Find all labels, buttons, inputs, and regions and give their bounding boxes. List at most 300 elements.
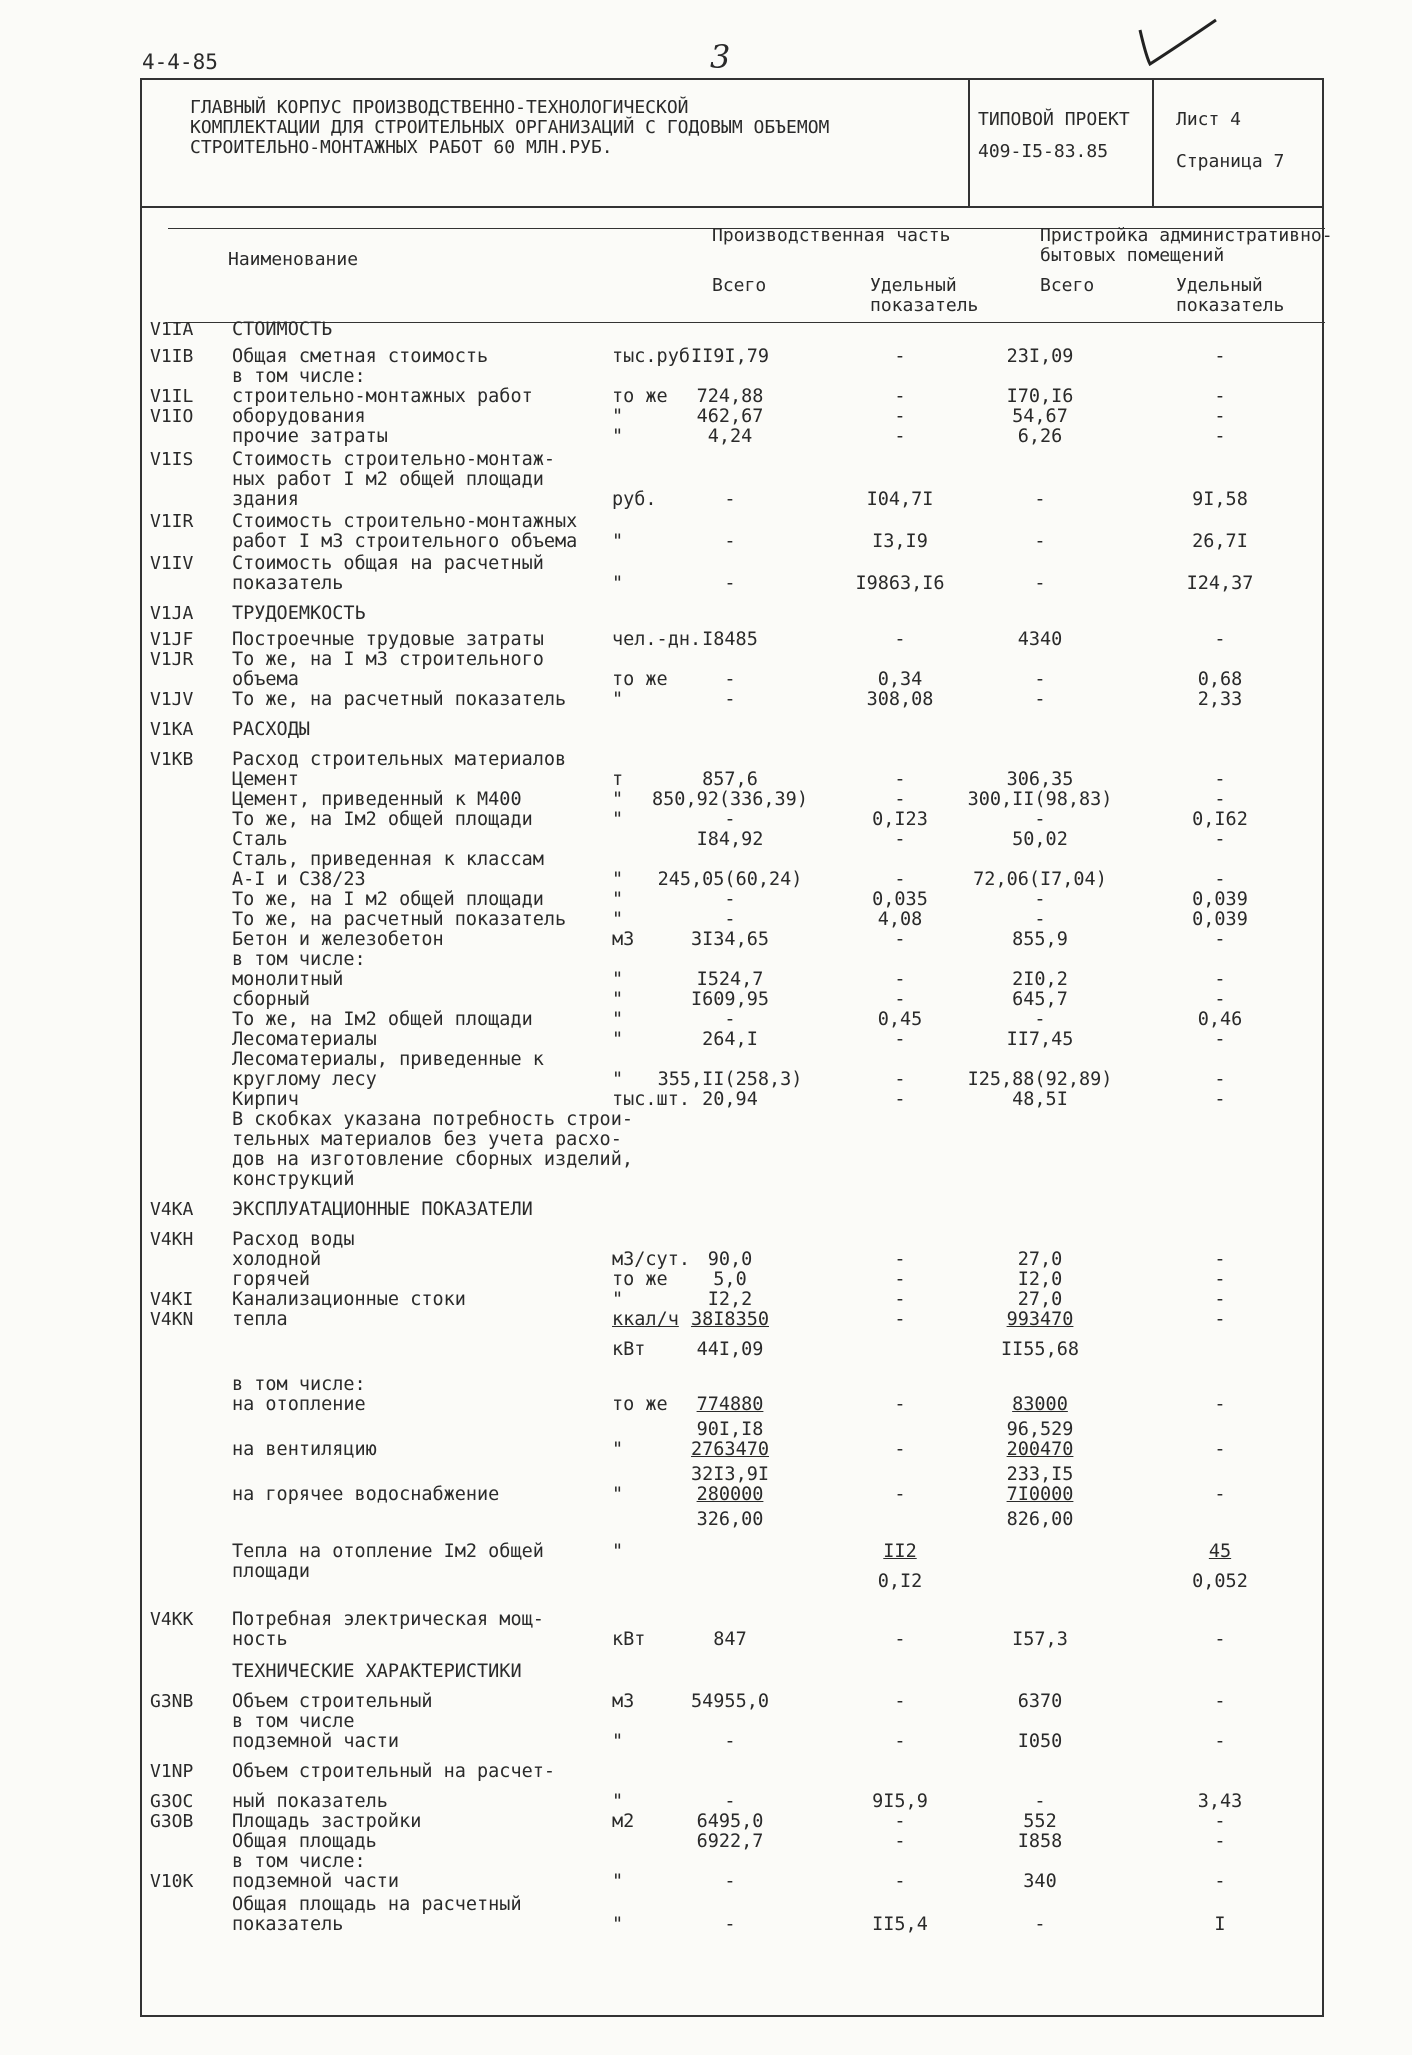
cell-production-specific: I9863,I6 <box>855 573 945 594</box>
cell-production-specific: 4,08 <box>877 909 923 930</box>
row-name: строительно-монтажных работ <box>232 386 533 407</box>
row-name: Общая сметная стоимость <box>232 346 489 367</box>
cell-production-total: 38I8350 <box>691 1309 769 1330</box>
row-name: РАСХОДЫ <box>232 719 310 740</box>
row-unit: " <box>612 573 624 594</box>
row-name: Площадь застройки <box>232 1811 422 1832</box>
row-unit: " <box>612 1731 624 1752</box>
row-name: Построечные трудовые затраты <box>232 629 544 650</box>
row-code: V1KB <box>150 749 194 770</box>
cell-production-total: 857,6 <box>702 769 758 790</box>
cell-production-total: - <box>724 573 736 594</box>
col-header-specific2: Удельный <box>1176 275 1263 296</box>
row-code: V1JV <box>150 689 194 710</box>
cell-annex-specific: 3,43 <box>1197 1791 1243 1812</box>
cell-annex-specific: - <box>1214 1691 1226 1712</box>
cell-annex-total: 6370 <box>1017 1691 1063 1712</box>
row-name: Стоимость строительно-монтажных <box>232 511 578 532</box>
cell-production-total: 355,II(258,3) <box>657 1069 803 1090</box>
cell-production-total: I8485 <box>702 629 758 650</box>
cell-production-total: 90I,I8 <box>696 1419 764 1440</box>
table-header-rule <box>168 322 1325 323</box>
cell-production-total: - <box>724 1914 736 1935</box>
row-unit: то же <box>612 386 668 407</box>
row-unit: м3 <box>612 929 635 950</box>
cell-production-total: II9I,79 <box>691 346 769 367</box>
row-code: V1IA <box>150 319 194 340</box>
cell-annex-specific: - <box>1214 1029 1226 1050</box>
cell-annex-specific: - <box>1214 426 1226 447</box>
cell-annex-specific: - <box>1214 1871 1226 1892</box>
cell-production-specific: - <box>894 1289 906 1310</box>
cell-production-specific: I3,I9 <box>872 531 928 552</box>
row-code: G3OB <box>150 1811 194 1832</box>
cell-annex-total: I70,I6 <box>1006 386 1074 407</box>
cell-production-specific: 0,34 <box>877 669 923 690</box>
cell-production-specific: - <box>894 426 906 447</box>
row-name: Лесоматериалы, приведенные к <box>232 1049 544 1070</box>
cell-annex-total: - <box>1034 1009 1046 1030</box>
header-divider <box>968 78 970 206</box>
cell-production-specific: - <box>894 1871 906 1892</box>
cell-production-specific: - <box>894 1394 906 1415</box>
row-name: в том числе: <box>232 1374 366 1395</box>
cell-annex-specific: 0,039 <box>1192 909 1248 930</box>
cell-production-specific: - <box>894 1439 906 1460</box>
cell-annex-specific: - <box>1214 386 1226 407</box>
cell-annex-specific: I24,37 <box>1186 573 1254 594</box>
row-unit: " <box>612 531 624 552</box>
row-unit: " <box>612 989 624 1010</box>
col-header-specific: Удельный <box>870 275 957 296</box>
page-label: Страница 7 <box>1176 151 1285 172</box>
cell-production-total: 326,00 <box>696 1509 764 1530</box>
row-name: дов на изготовление сборных изделий, <box>232 1149 633 1170</box>
row-name: Цемент, приведенный к М400 <box>232 789 522 810</box>
row-unit: " <box>612 1289 624 1310</box>
col-header-production: Производственная часть <box>712 225 951 246</box>
row-name: То же, на Iм2 общей площади <box>232 809 533 830</box>
cell-production-specific: - <box>894 1484 906 1505</box>
row-name: Лесоматериалы <box>232 1029 377 1050</box>
cell-annex-total: 306,35 <box>1006 769 1074 790</box>
cell-production-specific: - <box>894 1249 906 1270</box>
cell-production-total: 264,I <box>702 1029 758 1050</box>
project-number: 409-I5-83.85 <box>978 141 1109 162</box>
cell-production-specific: - <box>894 829 906 850</box>
cell-annex-specific: - <box>1214 1289 1226 1310</box>
cell-production-total: 6922,7 <box>696 1831 764 1852</box>
cell-annex-total: I050 <box>1017 1731 1063 1752</box>
row-code: V1NP <box>150 1761 194 1782</box>
cell-annex-total: I25,88(92,89) <box>967 1069 1113 1090</box>
row-name: в том числе: <box>232 1851 366 1872</box>
row-name: Расход строительных материалов <box>232 749 567 770</box>
cell-production-specific: 0,I2 <box>877 1571 923 1592</box>
cell-production-total: - <box>724 669 736 690</box>
title-line: КОМПЛЕКТАЦИИ ДЛЯ СТРОИТЕЛЬНЫХ ОРГАНИЗАЦИЙ С ГОДОВЫМ ОБЪЕМОМ <box>190 117 830 138</box>
cell-production-specific: - <box>894 1069 906 1090</box>
row-unit: то же <box>612 1394 668 1415</box>
cell-annex-specific: - <box>1214 1269 1226 1290</box>
row-unit: то же <box>612 669 668 690</box>
title-line: СТРОИТЕЛЬНО-МОНТАЖНЫХ РАБОТ 60 МЛН.РУБ. <box>190 137 613 158</box>
cell-annex-specific: - <box>1214 1394 1226 1415</box>
cell-production-specific: - <box>894 1629 906 1650</box>
row-name: на вентиляцию <box>232 1439 377 1460</box>
cell-annex-total: - <box>1034 889 1046 910</box>
cell-production-specific: 0,45 <box>877 1009 923 1030</box>
cell-annex-specific: - <box>1214 829 1226 850</box>
cell-production-specific: - <box>894 346 906 367</box>
cell-production-total: - <box>724 909 736 930</box>
cell-production-total: 54955,0 <box>691 1691 769 1712</box>
cell-annex-total: - <box>1034 573 1046 594</box>
row-code: V1IB <box>150 346 194 367</box>
row-code: V1IR <box>150 511 194 532</box>
row-unit: чел.-дн. <box>612 629 702 650</box>
cell-annex-specific: - <box>1214 969 1226 990</box>
cell-production-specific: - <box>894 989 906 1010</box>
row-unit: " <box>612 1871 624 1892</box>
row-unit: тыс.шт. <box>612 1089 690 1110</box>
cell-production-total: 4,24 <box>707 426 753 447</box>
cell-annex-total: 552 <box>1023 1811 1057 1832</box>
row-code: V4KI <box>150 1289 194 1310</box>
row-name: ность <box>232 1629 288 1650</box>
cell-annex-specific: - <box>1214 989 1226 1010</box>
row-unit: " <box>612 809 624 830</box>
cell-production-specific: II2 <box>883 1541 917 1562</box>
cell-annex-specific: 0,039 <box>1192 889 1248 910</box>
cell-production-total: - <box>724 531 736 552</box>
cell-production-specific: II5,4 <box>872 1914 928 1935</box>
cell-annex-specific: - <box>1214 1249 1226 1270</box>
row-name: в том числе: <box>232 949 366 970</box>
row-name: СТОИМОСТЬ <box>232 319 333 340</box>
row-name: ТРУДОЕМКОСТЬ <box>232 603 366 624</box>
cell-production-total: - <box>724 689 736 710</box>
cell-annex-total: 340 <box>1023 1871 1057 1892</box>
row-name: То же, на I м3 строительного <box>232 649 544 670</box>
cell-annex-total: 54,67 <box>1012 406 1068 427</box>
cell-annex-total: I858 <box>1017 1831 1063 1852</box>
row-name: работ I м3 строительного объема <box>232 531 578 552</box>
cell-annex-specific: 45 <box>1208 1541 1232 1562</box>
row-name: В скобках указана потребность строи- <box>232 1109 633 1130</box>
row-unit: м3/сут. <box>612 1249 690 1270</box>
cell-annex-total: - <box>1034 1791 1046 1812</box>
cell-production-total: 20,94 <box>702 1089 758 1110</box>
cell-annex-specific: 0,052 <box>1192 1571 1248 1592</box>
cell-production-specific: - <box>894 1811 906 1832</box>
cell-production-total: I609,95 <box>691 989 769 1010</box>
row-unit: м2 <box>612 1811 635 1832</box>
row-name: сборный <box>232 989 310 1010</box>
row-unit: кВт <box>612 1629 646 1650</box>
row-name: Стоимость общая на расчетный <box>232 553 544 574</box>
row-code: G3OC <box>150 1791 194 1812</box>
cell-annex-total: - <box>1034 809 1046 830</box>
row-unit: " <box>612 426 624 447</box>
row-code: V1IS <box>150 449 194 470</box>
cell-production-total: - <box>724 1731 736 1752</box>
cell-production-specific: - <box>894 1831 906 1852</box>
cell-production-specific: 0,035 <box>872 889 928 910</box>
cell-annex-total: 48,5I <box>1012 1089 1068 1110</box>
row-name: ТЕХНИЧЕСКИЕ ХАРАКТЕРИСТИКИ <box>232 1661 522 1682</box>
cell-annex-total: 200470 <box>1006 1439 1074 1460</box>
row-name: подземной части <box>232 1731 400 1752</box>
row-unit: " <box>612 909 624 930</box>
row-name: оборудования <box>232 406 366 427</box>
row-name: показатель <box>232 573 344 594</box>
cell-production-total: 6495,0 <box>696 1811 764 1832</box>
cell-production-total: 245,05(60,24) <box>657 869 803 890</box>
cell-annex-total: 27,0 <box>1017 1249 1063 1270</box>
cell-production-total: I84,92 <box>696 829 764 850</box>
row-unit: " <box>612 1439 624 1460</box>
cell-annex-specific: - <box>1214 1309 1226 1330</box>
cell-annex-specific: I <box>1214 1914 1226 1935</box>
row-unit: " <box>612 1914 624 1935</box>
cell-production-total: 847 <box>713 1629 747 1650</box>
row-name: прочие затраты <box>232 426 388 447</box>
cell-annex-specific: - <box>1214 769 1226 790</box>
cell-annex-specific: - <box>1214 1629 1226 1650</box>
col-header-annex: Пристройка административно- <box>1040 225 1333 246</box>
row-name: горячей <box>232 1269 310 1290</box>
row-name: Канализационные стоки <box>232 1289 466 1310</box>
cell-production-specific: - <box>894 969 906 990</box>
cell-annex-total: 50,02 <box>1012 829 1068 850</box>
row-code: V4KH <box>150 1229 194 1250</box>
row-name: холодной <box>232 1249 322 1270</box>
cell-production-total: - <box>724 1791 736 1812</box>
cell-production-specific: - <box>894 789 906 810</box>
row-unit: " <box>612 1541 624 1562</box>
cell-annex-specific: - <box>1214 406 1226 427</box>
col-header-specific2: показатель <box>1176 295 1285 316</box>
row-name: круглому лесу <box>232 1069 377 1090</box>
cell-annex-total: I2,0 <box>1017 1269 1063 1290</box>
cell-production-total: 90,0 <box>707 1249 753 1270</box>
cell-production-total: - <box>724 489 736 510</box>
cell-annex-total: 2I0,2 <box>1012 969 1068 990</box>
row-name: в том числе <box>232 1711 355 1732</box>
handwritten-page-number: 3 <box>710 38 731 76</box>
cell-production-total: I524,7 <box>696 969 764 990</box>
cell-annex-total: - <box>1034 489 1046 510</box>
row-code: V1IO <box>150 406 194 427</box>
row-code: V1IV <box>150 553 194 574</box>
cell-production-total: 5,0 <box>713 1269 747 1290</box>
row-name: То же, на I м2 общей площади <box>232 889 544 910</box>
row-name: Кирпич <box>232 1089 299 1110</box>
row-unit: " <box>612 789 624 810</box>
row-name: Сталь, приведенная к классам <box>232 849 544 870</box>
cell-annex-total: 72,06(I7,04) <box>973 869 1107 890</box>
cell-annex-total: 7I0000 <box>1006 1484 1074 1505</box>
row-name: площади <box>232 1561 310 1582</box>
row-unit: " <box>612 969 624 990</box>
cell-annex-total: 27,0 <box>1017 1289 1063 1310</box>
checkmark-icon <box>1138 16 1218 68</box>
cell-production-specific: - <box>894 1731 906 1752</box>
cell-production-specific: - <box>894 386 906 407</box>
cell-annex-total: II55,68 <box>1001 1339 1079 1360</box>
row-code: V4KK <box>150 1609 194 1630</box>
cell-production-total: I2,2 <box>707 1289 753 1310</box>
cell-production-total: - <box>724 809 736 830</box>
row-name: Тепла на отопление Iм2 общей <box>232 1541 544 1562</box>
row-name: показатель <box>232 1914 344 1935</box>
cell-production-total: - <box>724 1871 736 1892</box>
cell-annex-total: - <box>1034 1914 1046 1935</box>
cell-production-specific: - <box>894 1089 906 1110</box>
row-code: V1JA <box>150 603 194 624</box>
row-name: Стоимость строительно-монтаж- <box>232 449 556 470</box>
cell-production-specific: 9I5,9 <box>872 1791 928 1812</box>
cell-production-total: 3I34,65 <box>691 929 769 950</box>
cell-annex-specific: 0,68 <box>1197 669 1243 690</box>
cell-production-specific: - <box>894 1309 906 1330</box>
row-name: Общая площадь <box>232 1831 377 1852</box>
cell-annex-total: II7,45 <box>1006 1029 1074 1050</box>
row-name: на отопление <box>232 1394 366 1415</box>
cell-production-total: 44I,09 <box>696 1339 764 1360</box>
row-name: ный показатель <box>232 1791 388 1812</box>
row-unit: т <box>612 769 624 790</box>
col-header-name: Наименование <box>228 249 359 270</box>
row-code: V1IL <box>150 386 194 407</box>
cell-annex-specific: - <box>1214 789 1226 810</box>
sheet-number: Лист 4 <box>1176 109 1242 130</box>
header-separator <box>140 206 1322 208</box>
row-code: V4KN <box>150 1309 194 1330</box>
cell-production-specific: 0,I23 <box>872 809 928 830</box>
cell-production-specific: I04,7I <box>866 489 934 510</box>
cell-annex-specific: - <box>1214 1831 1226 1852</box>
row-unit: " <box>612 406 624 427</box>
row-unit: " <box>612 1791 624 1812</box>
col-header-total: Всего <box>712 275 767 296</box>
cell-production-specific: - <box>894 1691 906 1712</box>
cell-production-total: 32I3,9I <box>691 1464 769 1485</box>
cell-annex-specific: 2,33 <box>1197 689 1243 710</box>
row-name: конструкций <box>232 1169 355 1190</box>
row-unit: руб. <box>612 489 657 510</box>
cell-annex-total: 4340 <box>1017 629 1063 650</box>
row-unit: " <box>612 1484 624 1505</box>
row-name: То же, на расчетный показатель <box>232 909 567 930</box>
cell-annex-total: 855,9 <box>1012 929 1068 950</box>
col-header-annex: бытовых помещений <box>1040 245 1225 266</box>
cell-annex-total: 23I,09 <box>1006 346 1074 367</box>
cell-annex-specific: - <box>1214 929 1226 950</box>
cell-annex-specific: 0,46 <box>1197 1009 1243 1030</box>
cell-annex-total: 233,I5 <box>1006 1464 1074 1485</box>
row-name: Потребная электрическая мощ- <box>232 1609 544 1630</box>
row-name: Общая площадь на расчетный <box>232 1894 522 1915</box>
cell-annex-total: 645,7 <box>1012 989 1068 1010</box>
cell-production-specific: - <box>894 629 906 650</box>
cell-annex-total: 83000 <box>1012 1394 1068 1415</box>
document-date: 4-4-85 <box>142 50 218 74</box>
row-unit: ккал/ч <box>612 1309 679 1330</box>
cell-annex-total: - <box>1034 669 1046 690</box>
cell-annex-specific: - <box>1214 1069 1226 1090</box>
cell-production-total: 724,88 <box>696 386 764 407</box>
cell-annex-specific: - <box>1214 1484 1226 1505</box>
row-name: здания <box>232 489 299 510</box>
cell-production-total: 2763470 <box>691 1439 769 1460</box>
cell-production-specific: - <box>894 1269 906 1290</box>
cell-annex-specific: - <box>1214 869 1226 890</box>
row-code: G3NB <box>150 1691 194 1712</box>
cell-annex-specific: 9I,58 <box>1192 489 1248 510</box>
row-name: тепла <box>232 1309 288 1330</box>
row-unit: " <box>612 1009 624 1030</box>
cell-annex-specific: - <box>1214 346 1226 367</box>
col-header-total2: Всего <box>1040 275 1095 296</box>
cell-production-specific: 308,08 <box>866 689 934 710</box>
row-name: ных работ I м2 общей площади <box>232 469 544 490</box>
row-name: А-I и С38/23 <box>232 869 366 890</box>
row-code: V1KA <box>150 719 194 740</box>
row-name: То же, на расчетный показатель <box>232 689 567 710</box>
row-name: объема <box>232 669 299 690</box>
row-name: на горячее водоснабжение <box>232 1484 500 1505</box>
title-line: ГЛАВНЫЙ КОРПУС ПРОИЗВОДСТВЕННО-ТЕХНОЛОГИЧЕСКОЙ <box>190 97 689 118</box>
row-name: То же, на Iм2 общей площади <box>232 1009 533 1030</box>
row-name: Цемент <box>232 769 299 790</box>
cell-annex-specific: - <box>1214 1811 1226 1832</box>
cell-production-total: 462,67 <box>696 406 764 427</box>
row-code: V10K <box>150 1871 194 1892</box>
project-label: ТИПОВОЙ ПРОЕКТ <box>978 109 1130 130</box>
cell-annex-total: I57,3 <box>1012 1629 1068 1650</box>
row-code: V1JF <box>150 629 194 650</box>
cell-production-specific: - <box>894 869 906 890</box>
row-name: Объем строительный на расчет- <box>232 1761 556 1782</box>
row-unit: " <box>612 689 624 710</box>
row-name: в том числе: <box>232 366 366 387</box>
row-name: ЭКСПЛУАТАЦИОННЫЕ ПОКАЗАТЕЛИ <box>232 1199 533 1220</box>
row-code: V1JR <box>150 649 194 670</box>
row-unit: тыс.руб. <box>612 346 702 367</box>
cell-production-total: 774880 <box>696 1394 764 1415</box>
cell-annex-specific: - <box>1214 1731 1226 1752</box>
cell-production-total: 280000 <box>696 1484 764 1505</box>
row-unit: " <box>612 869 624 890</box>
header-divider <box>1152 78 1154 206</box>
row-unit: " <box>612 1029 624 1050</box>
cell-annex-specific: 26,7I <box>1192 531 1248 552</box>
cell-annex-total: 6,26 <box>1017 426 1063 447</box>
row-unit: то же <box>612 1269 668 1290</box>
row-name: тельных материалов без учета расхо- <box>232 1129 622 1150</box>
cell-annex-specific: - <box>1214 1089 1226 1110</box>
row-name: Бетон и железобетон <box>232 929 444 950</box>
cell-annex-total: 993470 <box>1006 1309 1074 1330</box>
cell-production-specific: - <box>894 1029 906 1050</box>
cell-production-total: - <box>724 1009 736 1030</box>
cell-annex-total: - <box>1034 689 1046 710</box>
cell-production-total: 850,92(336,39) <box>652 789 808 810</box>
cell-annex-total: - <box>1034 909 1046 930</box>
cell-production-specific: - <box>894 406 906 427</box>
